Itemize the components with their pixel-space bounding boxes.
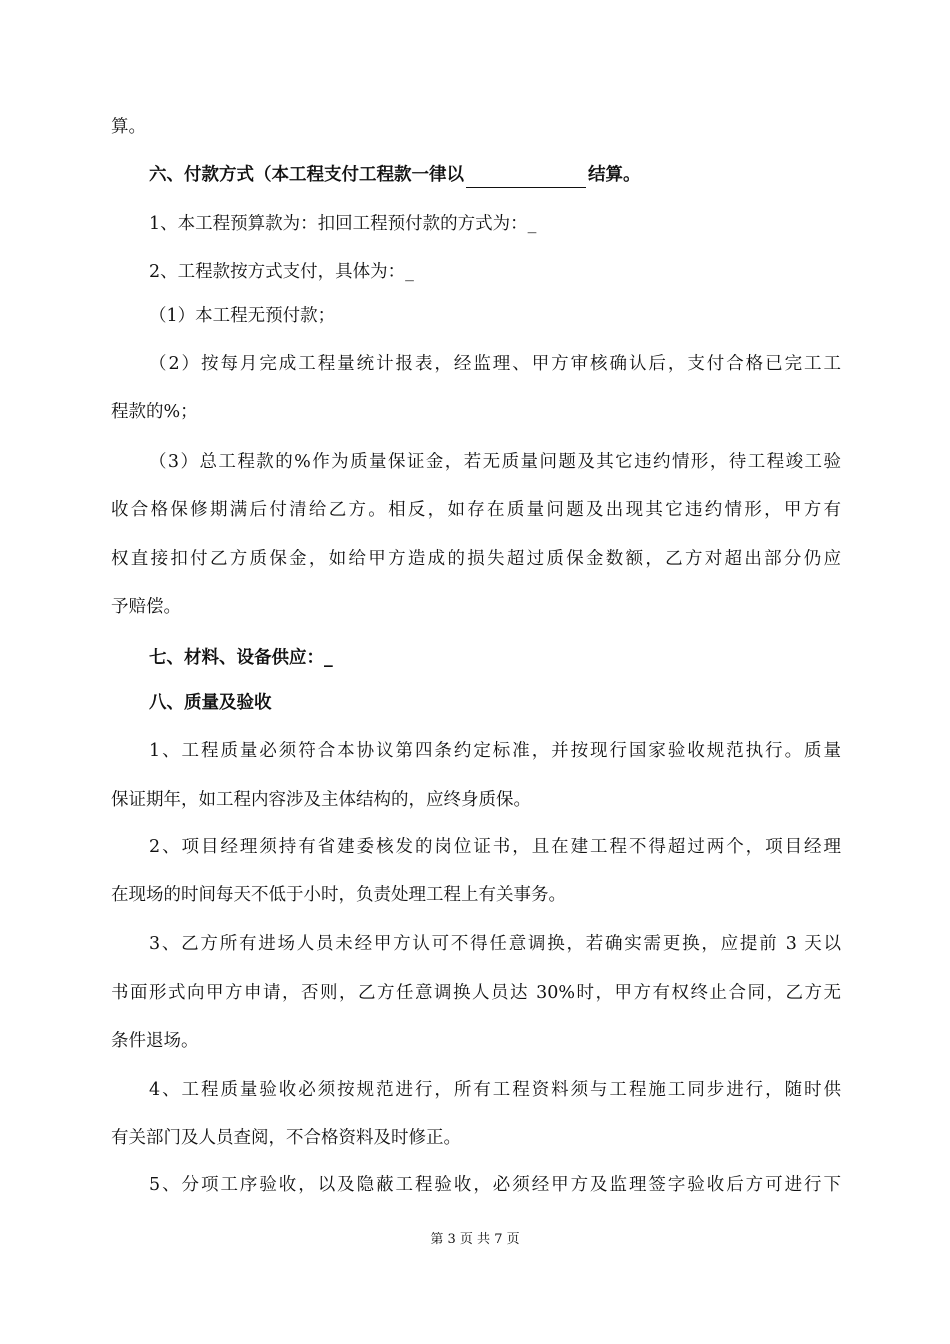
heading-text: 六、付款方式（本工程支付工程款一律以 <box>149 165 464 185</box>
text-line: 书面形式向甲方申请，否则，乙方任意调换人员达 30%时，甲方有权终止合同，乙方无 <box>111 983 841 1003</box>
text-line: 条件退场。 <box>111 1031 199 1051</box>
text-line: （3）总工程款的%作为质量保证金，若无质量问题及其它违约情形，待工程竣工验 <box>149 452 841 472</box>
blank-underline <box>466 167 586 188</box>
text-line: 1、工程质量必须符合本协议第四条约定标准，并按现行国家验收规范执行。质量 <box>149 741 841 761</box>
text-line: 收合格保修期满后付清给乙方。相反，如存在质量问题及出现其它违约情形，甲方有 <box>111 500 841 520</box>
text-line: 2、工程款按方式支付，具体为：_ <box>149 262 414 282</box>
text-line: 3、乙方所有进场人员未经甲方认可不得任意调换，若确实需更换，应提前 3 天以 <box>149 934 841 954</box>
section-heading-payment <box>149 162 841 188</box>
text-line: 有关部门及人员查阅，不合格资料及时修正。 <box>111 1128 461 1148</box>
text-line: 算。 <box>111 117 146 137</box>
text-line: 权直接扣付乙方质保金，如给甲方造成的损失超过质保金数额，乙方对超出部分仍应 <box>111 549 841 569</box>
text-line: 1、本工程预算款为：扣回工程预付款的方式为：_ <box>149 214 537 234</box>
text-line: （1）本工程无预付款； <box>149 306 336 326</box>
text-line: 保证期年，如工程内容涉及主体结构的，应终身质保。 <box>111 790 531 810</box>
text-line: 在现场的时间每天不低于小时，负责处理工程上有关事务。 <box>111 885 566 905</box>
heading-text-end: 结算。 <box>588 165 641 185</box>
section-heading-materials: 七、材料、设备供应：_ <box>149 648 333 668</box>
text-line: 予赔偿。 <box>111 597 181 617</box>
section-heading-quality: 八、质量及验收 <box>149 693 272 713</box>
page-footer: 第 3 页 共 7 页 <box>430 1232 520 1247</box>
text-line: 2、项目经理须持有省建委核发的岗位证书，且在建工程不得超过两个，项目经理 <box>149 837 841 857</box>
text-line: 4、工程质量验收必须按规范进行，所有工程资料须与工程施工同步进行，随时供 <box>149 1080 841 1100</box>
text-line: （2）按每月完成工程量统计报表，经监理、甲方审核确认后，支付合格已完工工 <box>149 354 841 374</box>
text-line: 5、分项工序验收，以及隐蔽工程验收，必须经甲方及监理签字验收后方可进行下 <box>149 1175 841 1195</box>
text-line: 程款的%； <box>111 402 198 422</box>
